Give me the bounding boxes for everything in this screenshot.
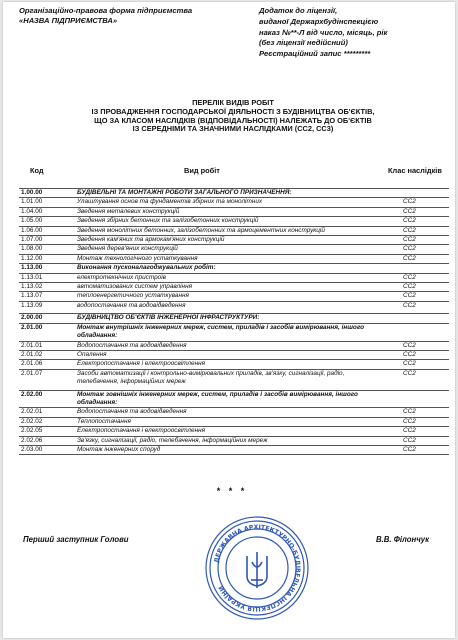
title-line-4: ІЗ СЕРЕДНІМИ ТА ЗНАЧНИМИ НАСЛІДКАМИ (СС2, СС3) (132, 124, 334, 134)
row-consequence-class: СС2 (403, 427, 416, 435)
table-row (19, 369, 449, 387)
row-code: 1.13.07 (21, 292, 43, 300)
annex-line-3: наказ №**-Л від число, місяць, рік (259, 27, 388, 37)
row-consequence-class: СС2 (403, 207, 416, 215)
row-code: 1.12.00 (21, 254, 43, 262)
row-code: 2.03.00 (21, 445, 43, 453)
row-code: 1.06.00 (21, 226, 43, 234)
title-line-1: ПЕРЕЛІК ВИДІВ РОБІТ (192, 98, 274, 107)
row-code: 1.13.00 (21, 264, 43, 272)
row-work-name: теплоенергетичного устаткування (77, 292, 189, 300)
table-row (19, 263, 449, 272)
document-page (3, 2, 455, 638)
row-consequence-class: СС2 (403, 198, 416, 206)
column-header-work: Вид робіт (184, 166, 220, 175)
row-code: 2.01.02 (21, 350, 43, 358)
row-work-name: БУДІВНИЦТВО ОБ'ЄКТІВ ІНЖЕНЕРНОЇ ІНФРАСТРУКТУРИ: (77, 314, 260, 322)
row-code: 2.00.00 (21, 314, 43, 322)
row-code: 2.01.00 (21, 323, 43, 331)
title-line-3: ЩО ЗА КЛАСОМ НАСЛІДКІВ (ВІДПОВІДАЛЬНОСТІ) НАЛЕЖАТЬ ДО ОБ'ЄКТІВ (94, 115, 372, 125)
row-consequence-class: СС2 (403, 301, 416, 309)
row-code: 2.02.06 (21, 436, 43, 444)
document-title (23, 99, 443, 134)
table-row (19, 359, 449, 368)
license-annex-header (259, 6, 387, 60)
row-code: 1.05.00 (21, 217, 43, 225)
row-work-name: Монтаж технологічного устаткування (77, 254, 198, 262)
row-code: 2.01.07 (21, 369, 43, 377)
row-consequence-class: СС2 (403, 369, 416, 377)
work-types-list (19, 188, 449, 455)
row-work-name: БУДІВЕЛЬНІ ТА МОНТАЖНІ РОБОТИ ЗАГАЛЬНОГО ПРИЗНАЧЕННЯ: (77, 189, 292, 196)
row-work-name: Водопостачання та водовідведення (77, 341, 187, 349)
row-consequence-class: СС2 (403, 283, 416, 291)
row-work-name: Теплопостачання (77, 417, 131, 425)
row-work-name: Водопостачання та водовідведення (77, 408, 187, 416)
row-work-name: Зведення кам'яних та армокам'яних конструкцій (77, 236, 225, 244)
row-consequence-class: СС2 (403, 254, 416, 262)
table-row (19, 390, 449, 408)
table-row (19, 282, 449, 291)
table-row (19, 226, 449, 235)
row-consequence-class: СС2 (403, 408, 416, 416)
table-row (19, 417, 449, 426)
row-consequence-class: СС2 (403, 445, 416, 453)
row-work-name: Зведення металевих конструкцій (77, 207, 180, 215)
annex-line-4: (без ліцензії недійсний) (259, 38, 348, 48)
signatory-name: В.В. Філончук (376, 535, 430, 544)
table-row (19, 207, 449, 216)
table-row (19, 197, 449, 206)
row-work-name: Опалення (77, 350, 107, 358)
table-row (19, 407, 449, 416)
table-row (19, 235, 449, 244)
row-code: 1.00.00 (21, 189, 43, 196)
signatory-position: Перший заступник Голови (23, 535, 129, 544)
row-code: 1.08.00 (21, 245, 43, 253)
table-row (19, 254, 449, 263)
svg-text:ДЕРЖАВНА АРХІТЕКТУРНО-БУДІВЕЛЬ: ДЕРЖАВНА АРХІТЕКТУРНО-БУДІВЕЛЬНА ІНСПЕКЦІЯ УКРАЇНИ (213, 523, 302, 613)
row-work-name: Електропостачання і електроосвітлення (77, 360, 206, 368)
table-row (19, 188, 449, 197)
row-code: 2.01.01 (21, 341, 43, 349)
row-consequence-class: СС2 (403, 436, 416, 444)
trident-emblem-icon (247, 552, 267, 588)
company-name: «НАЗВА ПІДПРИЄМСТВА» (19, 15, 118, 25)
row-code: 1.13.09 (21, 301, 43, 309)
row-consequence-class: СС2 (403, 236, 416, 244)
row-work-name: Монтаж зовнішніх інженерних мереж, систем, приладів і засобів вимірювання, іншого обладнання: (77, 390, 358, 406)
table-row (19, 313, 449, 322)
row-consequence-class: СС2 (403, 360, 416, 368)
row-consequence-class: СС2 (403, 226, 416, 234)
annex-line-2: виданої Держархбудінспекцією (259, 16, 379, 26)
organization-header (19, 6, 192, 25)
row-work-name: Виконання пусконалагоджувальних робіт: (77, 264, 216, 272)
title-line-2: ІЗ ПРОВАДЖЕННЯ ГОСПОДАРСЬКОЇ ДІЯЛЬНОСТІ З БУДІВНИЦТВА ОБ'ЄКТІВ, (91, 106, 375, 116)
row-work-name: автоматизованих систем управління (77, 283, 193, 291)
row-work-name: Зведення дерев'яних конструкцій (77, 245, 178, 253)
column-header-class: Клас наслідків (388, 166, 442, 175)
row-code: 1.01.00 (21, 198, 43, 206)
row-code: 2.02.05 (21, 427, 43, 435)
row-consequence-class: СС2 (403, 273, 416, 281)
end-of-list-stars: * * * (216, 486, 248, 496)
table-row (19, 291, 449, 300)
row-code: 1.04.00 (21, 207, 43, 215)
table-row (19, 244, 449, 253)
row-consequence-class: СС2 (403, 217, 416, 225)
row-code: 1.07.00 (21, 236, 43, 244)
official-seal (203, 514, 311, 622)
row-work-name: Улаштування основ та фундаментів збірних та монолітних (77, 198, 263, 206)
table-row (19, 301, 449, 310)
row-code: 2.02.00 (21, 390, 43, 398)
column-header-code: Код (30, 166, 44, 175)
row-code: 1.13.01 (21, 273, 43, 281)
row-work-name: Монтаж внутрішніх інженерних мереж, систем, приладів і засобів вимірювання, іншого обладнання: (77, 323, 364, 340)
table-row (19, 436, 449, 445)
row-work-name: Зведення монолітних бетонних, залізобетонних та армоцементних конструкцій (77, 226, 325, 234)
table-row (19, 273, 449, 282)
table-row (19, 445, 449, 455)
row-consequence-class: СС2 (403, 417, 416, 425)
row-consequence-class: СС2 (403, 341, 416, 349)
legal-form-line: Організаційно-правова форма підприємства (19, 6, 193, 15)
row-work-name: Засоби автоматизації і контрольно-вимірювальних приладів, зв'язку, сигналізації, радіо, телебачення, інформаційних мереж (77, 369, 345, 386)
table-row (19, 350, 449, 359)
table-row (19, 323, 449, 341)
table-row (19, 426, 449, 435)
table-row (19, 341, 449, 350)
row-work-name: водопостачання та водовідведення (77, 301, 186, 309)
annex-line-1: Додаток до ліцензії, (259, 6, 338, 15)
table-row (19, 216, 449, 225)
row-consequence-class: СС2 (403, 350, 416, 358)
row-consequence-class: СС2 (403, 245, 416, 253)
row-work-name: Зв'язку, сигналізації, радіо, телебачення, інформаційних мереж (77, 436, 268, 444)
row-code: 1.13.02 (21, 283, 43, 291)
row-code: 2.02.01 (21, 408, 43, 416)
row-work-name: Монтаж інженерних споруд (77, 445, 161, 453)
annex-line-5: Реєстраційний запис ********* (259, 49, 371, 59)
row-consequence-class: СС2 (403, 292, 416, 300)
row-work-name: Зведення збірних бетонних та залізобетонних конструкцій (77, 217, 259, 225)
row-code: 2.01.06 (21, 360, 43, 368)
row-work-name: Електропостачання і електроосвітлення (77, 427, 206, 435)
row-work-name: електротехнічних пристроїв (77, 273, 166, 281)
row-code: 2.02.02 (21, 417, 43, 425)
